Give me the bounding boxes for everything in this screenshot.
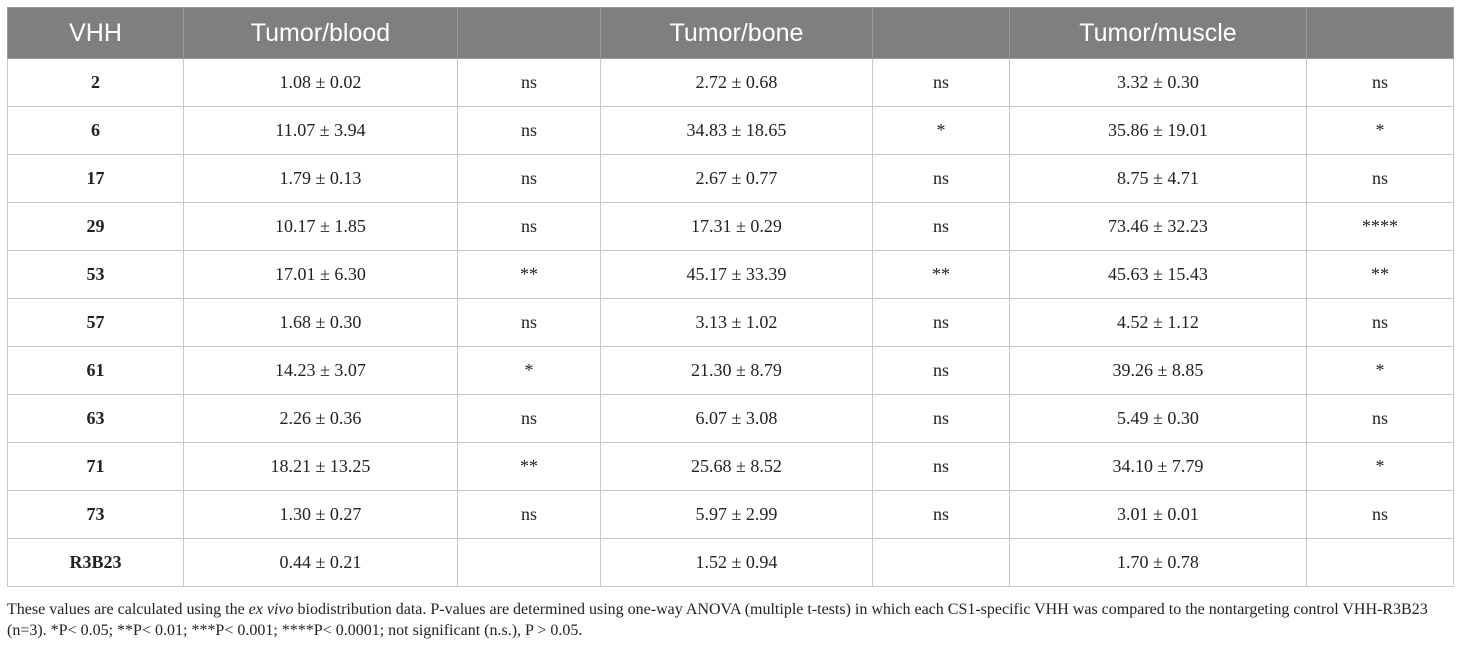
tumor-bone-cell: 21.30 ± 8.79 <box>601 347 873 395</box>
tumor-bone-cell: 6.07 ± 3.08 <box>601 395 873 443</box>
vhh-id-cell: 2 <box>8 59 184 107</box>
header-tumor-muscle-significance <box>1307 8 1454 59</box>
table-row <box>8 251 1454 299</box>
tumor-blood-significance-cell: ns <box>458 107 601 155</box>
header-tumor-blood: Tumor/blood <box>184 8 458 59</box>
tumor-blood-cell: 1.08 ± 0.02 <box>184 59 458 107</box>
tumor-blood-significance-cell <box>458 539 601 587</box>
biodistribution-table <box>7 7 1454 587</box>
tumor-blood-cell: 2.26 ± 0.36 <box>184 395 458 443</box>
tumor-muscle-significance-cell: ns <box>1307 299 1454 347</box>
tumor-bone-significance-cell <box>873 539 1010 587</box>
tumor-bone-cell: 25.68 ± 8.52 <box>601 443 873 491</box>
vhh-id-cell: 73 <box>8 491 184 539</box>
vhh-id-cell: 17 <box>8 155 184 203</box>
tumor-muscle-significance-cell <box>1307 539 1454 587</box>
tumor-blood-significance-cell: ns <box>458 491 601 539</box>
vhh-id-cell: 61 <box>8 347 184 395</box>
tumor-blood-significance-cell: ns <box>458 59 601 107</box>
table-row <box>8 539 1454 587</box>
vhh-id-cell: 57 <box>8 299 184 347</box>
tumor-muscle-significance-cell: ** <box>1307 251 1454 299</box>
data-table-container <box>7 7 1453 587</box>
tumor-blood-cell: 0.44 ± 0.21 <box>184 539 458 587</box>
tumor-muscle-significance-cell: ns <box>1307 395 1454 443</box>
vhh-id-cell: 29 <box>8 203 184 251</box>
tumor-blood-significance-cell: ** <box>458 251 601 299</box>
tumor-blood-significance-cell: ns <box>458 155 601 203</box>
tumor-bone-cell: 2.72 ± 0.68 <box>601 59 873 107</box>
tumor-blood-cell: 18.21 ± 13.25 <box>184 443 458 491</box>
tumor-muscle-cell: 73.46 ± 32.23 <box>1010 203 1307 251</box>
header-vhh: VHH <box>8 8 184 59</box>
tumor-muscle-significance-cell: * <box>1307 443 1454 491</box>
tumor-muscle-significance-cell: **** <box>1307 203 1454 251</box>
header-tumor-bone: Tumor/bone <box>601 8 873 59</box>
tumor-bone-significance-cell: ns <box>873 395 1010 443</box>
tumor-bone-cell: 3.13 ± 1.02 <box>601 299 873 347</box>
tumor-bone-significance-cell: ** <box>873 251 1010 299</box>
vhh-id-cell: 53 <box>8 251 184 299</box>
tumor-bone-cell: 2.67 ± 0.77 <box>601 155 873 203</box>
footnote-text-2: biodistribution data. P-values are determined using one-way ANOVA (multiple t-tests) in which each CS1-specific VHH was compared to the nontargeting control VHH-R3B23 (n=3). *P< 0.05; **P< 0.01; ***P< 0.001; ****P< 0.0001; not significant (n.s.), P > 0.05. <box>7 601 1428 639</box>
header-tumor-blood-significance <box>458 8 601 59</box>
tumor-muscle-significance-cell: ns <box>1307 59 1454 107</box>
table-row <box>8 395 1454 443</box>
table-row <box>8 107 1454 155</box>
vhh-id-cell: 63 <box>8 395 184 443</box>
tumor-bone-significance-cell: ns <box>873 299 1010 347</box>
table-row <box>8 203 1454 251</box>
tumor-muscle-cell: 35.86 ± 19.01 <box>1010 107 1307 155</box>
tumor-bone-significance-cell: ns <box>873 155 1010 203</box>
vhh-id-cell: 6 <box>8 107 184 155</box>
tumor-blood-cell: 1.30 ± 0.27 <box>184 491 458 539</box>
table-row <box>8 299 1454 347</box>
footnote-text-1: These values are calculated using the <box>7 601 249 618</box>
tumor-blood-cell: 1.79 ± 0.13 <box>184 155 458 203</box>
tumor-bone-significance-cell: ns <box>873 347 1010 395</box>
table-row <box>8 155 1454 203</box>
tumor-blood-cell: 14.23 ± 3.07 <box>184 347 458 395</box>
tumor-muscle-cell: 34.10 ± 7.79 <box>1010 443 1307 491</box>
table-row <box>8 347 1454 395</box>
tumor-bone-significance-cell: * <box>873 107 1010 155</box>
tumor-blood-cell: 10.17 ± 1.85 <box>184 203 458 251</box>
tumor-bone-significance-cell: ns <box>873 491 1010 539</box>
tumor-bone-significance-cell: ns <box>873 443 1010 491</box>
tumor-blood-cell: 1.68 ± 0.30 <box>184 299 458 347</box>
tumor-muscle-cell: 8.75 ± 4.71 <box>1010 155 1307 203</box>
table-header-row <box>8 8 1454 59</box>
tumor-muscle-cell: 39.26 ± 8.85 <box>1010 347 1307 395</box>
tumor-blood-significance-cell: * <box>458 347 601 395</box>
tumor-bone-cell: 45.17 ± 33.39 <box>601 251 873 299</box>
tumor-blood-significance-cell: ** <box>458 443 601 491</box>
vhh-id-cell: R3B23 <box>8 539 184 587</box>
tumor-bone-cell: 1.52 ± 0.94 <box>601 539 873 587</box>
tumor-muscle-significance-cell: * <box>1307 347 1454 395</box>
tumor-muscle-cell: 4.52 ± 1.12 <box>1010 299 1307 347</box>
tumor-blood-cell: 17.01 ± 6.30 <box>184 251 458 299</box>
table-row <box>8 59 1454 107</box>
tumor-muscle-cell: 3.32 ± 0.30 <box>1010 59 1307 107</box>
tumor-muscle-significance-cell: ns <box>1307 491 1454 539</box>
tumor-bone-cell: 5.97 ± 2.99 <box>601 491 873 539</box>
tumor-muscle-cell: 1.70 ± 0.78 <box>1010 539 1307 587</box>
tumor-bone-significance-cell: ns <box>873 203 1010 251</box>
tumor-bone-cell: 17.31 ± 0.29 <box>601 203 873 251</box>
tumor-blood-significance-cell: ns <box>458 203 601 251</box>
table-footnote <box>7 599 1453 641</box>
footnote-italic-term: ex vivo <box>248 601 294 618</box>
tumor-bone-cell: 34.83 ± 18.65 <box>601 107 873 155</box>
vhh-id-cell: 71 <box>8 443 184 491</box>
tumor-muscle-significance-cell: ns <box>1307 155 1454 203</box>
table-row <box>8 491 1454 539</box>
table-row <box>8 443 1454 491</box>
tumor-blood-significance-cell: ns <box>458 299 601 347</box>
tumor-blood-cell: 11.07 ± 3.94 <box>184 107 458 155</box>
tumor-muscle-cell: 5.49 ± 0.30 <box>1010 395 1307 443</box>
tumor-muscle-cell: 3.01 ± 0.01 <box>1010 491 1307 539</box>
tumor-muscle-cell: 45.63 ± 15.43 <box>1010 251 1307 299</box>
header-tumor-muscle: Tumor/muscle <box>1010 8 1307 59</box>
tumor-blood-significance-cell: ns <box>458 395 601 443</box>
tumor-muscle-significance-cell: * <box>1307 107 1454 155</box>
tumor-bone-significance-cell: ns <box>873 59 1010 107</box>
header-tumor-bone-significance <box>873 8 1010 59</box>
